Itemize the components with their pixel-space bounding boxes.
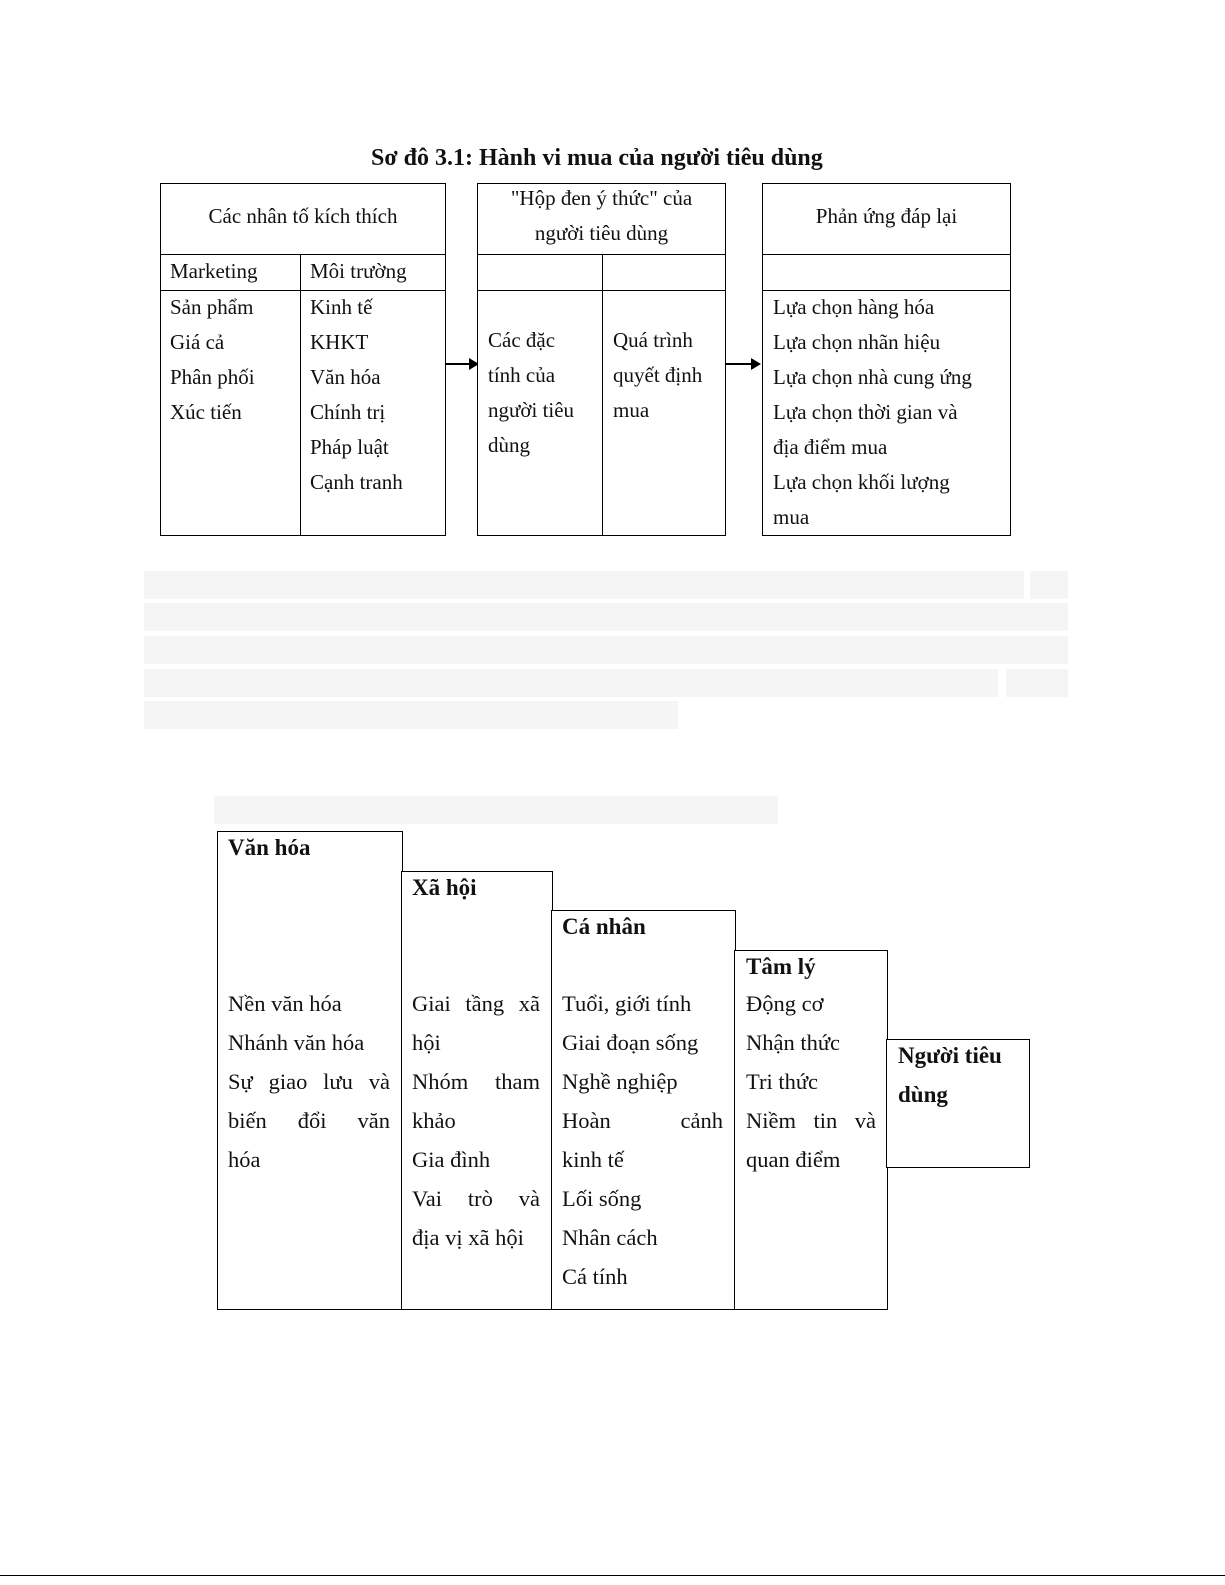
list-item: Nền văn hóa <box>228 991 342 1016</box>
list-item: Phân phối <box>170 365 255 389</box>
marketing-header: Marketing <box>170 259 258 283</box>
list-item: Chính trị <box>310 400 386 424</box>
list-item: Giá cả <box>170 330 225 354</box>
list-item: quan điểm <box>746 1147 841 1172</box>
redacted-text-block <box>1006 669 1068 697</box>
list-item: Giai tầng xã <box>412 991 540 1016</box>
list-item: KHKT <box>310 330 369 354</box>
personal-title: Cá nhân <box>562 914 646 939</box>
list-item: Nhóm tham <box>412 1069 540 1094</box>
list-item: Động cơ <box>746 991 824 1016</box>
redacted-text-block <box>1030 571 1068 599</box>
list-item: mua <box>773 505 810 529</box>
redacted-text-block <box>144 603 1068 631</box>
list-item: Lựa chọn thời gian và <box>773 400 958 424</box>
arrow-right-icon <box>725 356 761 372</box>
list-item: Lối sống <box>562 1186 642 1211</box>
list-item: Nhân cách <box>562 1225 658 1250</box>
list-item: Lựa chọn nhãn hiệu <box>773 330 941 354</box>
consumer-title-line2: dùng <box>898 1082 948 1107</box>
list-item: tính của <box>488 363 556 387</box>
list-item: kinh tế <box>562 1147 624 1172</box>
personal-list <box>562 984 723 1296</box>
psychological-list <box>746 984 876 1179</box>
list-item: hóa <box>228 1147 261 1172</box>
list-item: Cạnh tranh <box>310 470 403 494</box>
culture-list <box>228 984 390 1179</box>
diagram1-title: Sơ đô 3.1: Hành vi mua của người tiêu dùng <box>371 145 823 171</box>
culture-title: Văn hóa <box>228 835 311 860</box>
list-item: Niềm tin và <box>746 1108 876 1133</box>
list-item: Giai đoạn sống <box>562 1030 699 1055</box>
consumer-traits-list <box>488 323 574 463</box>
list-item: mua <box>613 398 650 422</box>
decision-process-list <box>613 323 702 428</box>
redacted-text-block <box>144 571 1024 599</box>
list-item: Kinh tế <box>310 295 373 319</box>
list-item: Các đặc <box>488 328 556 352</box>
marketing-list <box>170 290 255 430</box>
list-item: địa vị xã hội <box>412 1225 524 1250</box>
redacted-text-block <box>144 701 678 729</box>
list-item: quyết định <box>613 363 703 387</box>
list-item: địa điểm mua <box>773 435 888 459</box>
blackbox-header-line2: người tiêu dùng <box>534 221 669 245</box>
list-item: hội <box>412 1030 441 1055</box>
list-item: Xúc tiến <box>170 400 242 424</box>
list-item: Hoàn cảnh <box>562 1108 723 1133</box>
environment-list <box>310 290 403 500</box>
list-item: Vai trò và <box>412 1186 540 1211</box>
response-list <box>773 290 972 535</box>
list-item: người tiêu <box>488 398 575 422</box>
list-item: Gia đình <box>412 1147 491 1172</box>
list-item: Nhánh văn hóa <box>228 1030 365 1055</box>
page-bottom-rule <box>0 1575 1225 1576</box>
list-item: Nghề nghiệp <box>562 1069 678 1094</box>
list-item: Lựa chọn khối lượng <box>773 470 950 494</box>
stimuli-header: Các nhân tố kích thích <box>208 204 398 228</box>
list-item: biến đổi văn <box>228 1108 390 1133</box>
redacted-text-block <box>144 636 1068 664</box>
environment-header: Môi trường <box>310 259 407 283</box>
blackbox-header-line1: "Hộp đen ý thức" của <box>510 186 693 210</box>
list-item: Pháp luật <box>310 435 389 459</box>
consumer-title-line1: Người tiêu <box>898 1043 1002 1068</box>
arrow-right-icon <box>445 356 479 372</box>
list-item: Sự giao lưu và <box>228 1069 390 1094</box>
response-header: Phản ứng đáp lại <box>815 204 958 228</box>
list-item: dùng <box>488 433 530 457</box>
list-item: Tri thức <box>746 1069 819 1094</box>
list-item: khảo <box>412 1108 456 1133</box>
list-item: Nhận thức <box>746 1030 841 1055</box>
redacted-text-block <box>144 669 998 697</box>
social-list <box>412 984 540 1257</box>
list-item: Cá tính <box>562 1264 628 1289</box>
list-item: Tuổi, giới tính <box>562 991 692 1016</box>
psychological-title: Tâm lý <box>746 954 816 979</box>
list-item: Văn hóa <box>310 365 381 389</box>
redacted-caption <box>214 796 778 824</box>
list-item: Sản phẩm <box>170 295 254 319</box>
social-title: Xã hội <box>412 875 477 900</box>
list-item: Lựa chọn nhà cung ứng <box>773 365 972 389</box>
list-item: Quá trình <box>613 328 693 352</box>
list-item: Lựa chọn hàng hóa <box>773 295 935 319</box>
